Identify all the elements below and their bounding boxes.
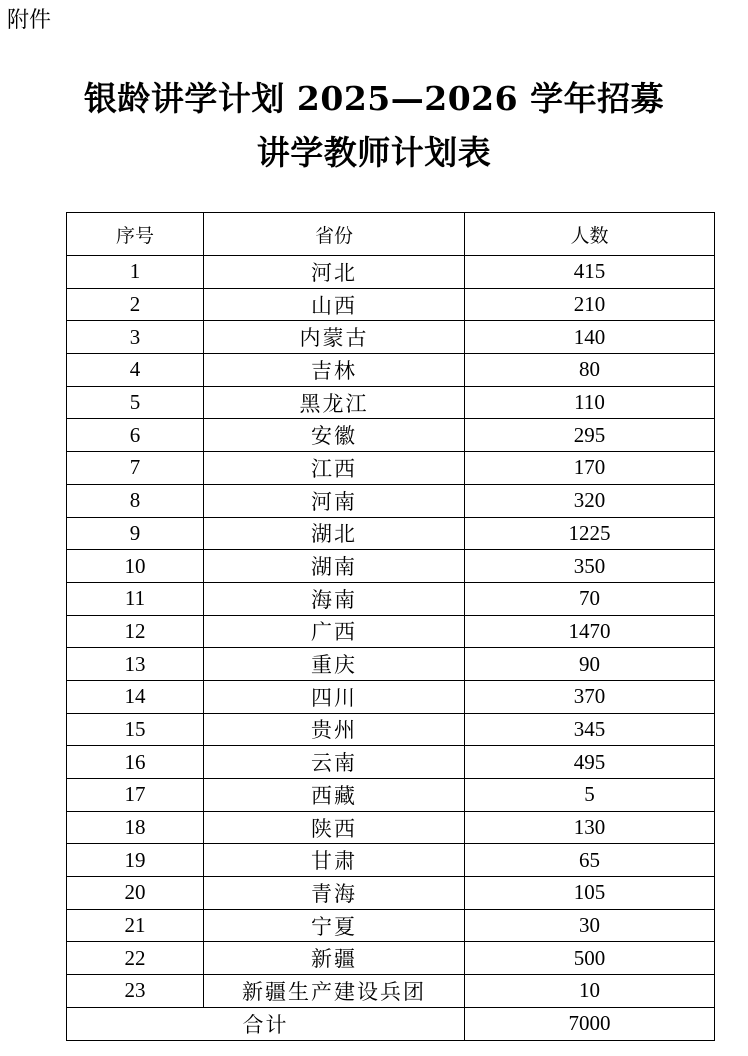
header-province: 省份 bbox=[204, 213, 465, 256]
total-row bbox=[67, 1007, 715, 1040]
header-count: 人数 bbox=[465, 213, 715, 256]
row-province: 云南 bbox=[204, 746, 465, 779]
table-row bbox=[67, 746, 715, 779]
title-line-2: 讲学教师计划表 bbox=[256, 133, 492, 172]
row-province: 贵州 bbox=[204, 713, 465, 746]
row-province: 黑龙江 bbox=[204, 386, 465, 419]
teacher-plan-table bbox=[66, 212, 715, 1041]
row-province: 河北 bbox=[204, 256, 465, 289]
row-count: 370 bbox=[465, 680, 715, 713]
table-row bbox=[67, 517, 715, 550]
table-header-row bbox=[67, 213, 715, 256]
row-count: 110 bbox=[465, 386, 715, 419]
table-row bbox=[67, 975, 715, 1008]
table-row bbox=[67, 713, 715, 746]
row-serial-number: 3 bbox=[67, 321, 204, 354]
row-count: 90 bbox=[465, 648, 715, 681]
row-serial-number: 11 bbox=[67, 582, 204, 615]
row-province: 湖南 bbox=[204, 550, 465, 583]
row-province: 内蒙古 bbox=[204, 321, 465, 354]
row-serial-number: 9 bbox=[67, 517, 204, 550]
document-title bbox=[0, 72, 748, 180]
row-province: 河南 bbox=[204, 484, 465, 517]
row-count: 70 bbox=[465, 582, 715, 615]
table-row bbox=[67, 648, 715, 681]
row-count: 495 bbox=[465, 746, 715, 779]
row-serial-number: 23 bbox=[67, 975, 204, 1008]
title-line-1: 银龄讲学计划 2025—2026 学年招募 bbox=[83, 79, 665, 118]
row-count: 1225 bbox=[465, 517, 715, 550]
row-count: 295 bbox=[465, 419, 715, 452]
row-serial-number: 19 bbox=[67, 844, 204, 877]
table-row bbox=[67, 680, 715, 713]
table-row bbox=[67, 615, 715, 648]
table-row bbox=[67, 321, 715, 354]
row-province: 宁夏 bbox=[204, 909, 465, 942]
row-serial-number: 6 bbox=[67, 419, 204, 452]
table-row bbox=[67, 779, 715, 812]
row-count: 105 bbox=[465, 877, 715, 910]
row-province: 重庆 bbox=[204, 648, 465, 681]
row-count: 5 bbox=[465, 779, 715, 812]
row-serial-number: 18 bbox=[67, 811, 204, 844]
table-row bbox=[67, 909, 715, 942]
table-row bbox=[67, 386, 715, 419]
row-serial-number: 13 bbox=[67, 648, 204, 681]
row-serial-number: 22 bbox=[67, 942, 204, 975]
row-serial-number: 5 bbox=[67, 386, 204, 419]
total-label: 合计 bbox=[67, 1007, 465, 1040]
row-count: 80 bbox=[465, 354, 715, 387]
row-province: 江西 bbox=[204, 452, 465, 485]
row-count: 130 bbox=[465, 811, 715, 844]
table-row bbox=[67, 550, 715, 583]
row-province: 吉林 bbox=[204, 354, 465, 387]
row-serial-number: 15 bbox=[67, 713, 204, 746]
row-province: 西藏 bbox=[204, 779, 465, 812]
table-row bbox=[67, 419, 715, 452]
row-count: 30 bbox=[465, 909, 715, 942]
header-serial-number: 序号 bbox=[67, 213, 204, 256]
table-row bbox=[67, 877, 715, 910]
row-count: 500 bbox=[465, 942, 715, 975]
table-row bbox=[67, 811, 715, 844]
row-count: 350 bbox=[465, 550, 715, 583]
row-province: 四川 bbox=[204, 680, 465, 713]
row-serial-number: 1 bbox=[67, 256, 204, 289]
row-count: 10 bbox=[465, 975, 715, 1008]
row-count: 415 bbox=[465, 256, 715, 289]
table-row bbox=[67, 582, 715, 615]
row-province: 甘肃 bbox=[204, 844, 465, 877]
table-row bbox=[67, 288, 715, 321]
row-serial-number: 7 bbox=[67, 452, 204, 485]
row-count: 320 bbox=[465, 484, 715, 517]
row-province: 新疆生产建设兵团 bbox=[204, 975, 465, 1008]
row-serial-number: 10 bbox=[67, 550, 204, 583]
row-province: 陕西 bbox=[204, 811, 465, 844]
attachment-label: 附件 bbox=[7, 8, 52, 33]
row-serial-number: 12 bbox=[67, 615, 204, 648]
row-count: 1470 bbox=[465, 615, 715, 648]
table-body bbox=[67, 256, 715, 1008]
row-count: 345 bbox=[465, 713, 715, 746]
row-serial-number: 16 bbox=[67, 746, 204, 779]
total-count: 7000 bbox=[465, 1007, 715, 1040]
row-serial-number: 17 bbox=[67, 779, 204, 812]
table-row bbox=[67, 354, 715, 387]
row-count: 140 bbox=[465, 321, 715, 354]
table-row bbox=[67, 484, 715, 517]
row-province: 青海 bbox=[204, 877, 465, 910]
table-row bbox=[67, 256, 715, 289]
row-serial-number: 8 bbox=[67, 484, 204, 517]
table-row bbox=[67, 452, 715, 485]
row-serial-number: 14 bbox=[67, 680, 204, 713]
row-count: 65 bbox=[465, 844, 715, 877]
row-serial-number: 2 bbox=[67, 288, 204, 321]
table-row bbox=[67, 844, 715, 877]
row-province: 广西 bbox=[204, 615, 465, 648]
table-row bbox=[67, 942, 715, 975]
row-province: 湖北 bbox=[204, 517, 465, 550]
row-serial-number: 4 bbox=[67, 354, 204, 387]
row-province: 安徽 bbox=[204, 419, 465, 452]
row-province: 新疆 bbox=[204, 942, 465, 975]
row-serial-number: 21 bbox=[67, 909, 204, 942]
row-count: 210 bbox=[465, 288, 715, 321]
row-province: 山西 bbox=[204, 288, 465, 321]
row-province: 海南 bbox=[204, 582, 465, 615]
row-count: 170 bbox=[465, 452, 715, 485]
row-serial-number: 20 bbox=[67, 877, 204, 910]
